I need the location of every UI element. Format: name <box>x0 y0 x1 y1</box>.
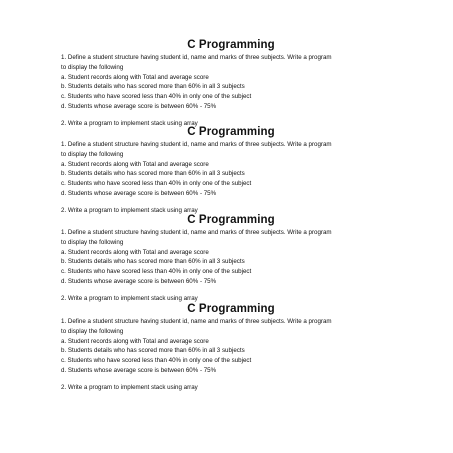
question-1-item-a: a. Student records along with Total and average score <box>61 337 209 345</box>
question-1-line-2: to display the following <box>61 238 124 246</box>
question-1-item-b: b. Students details who has scored more than 60% in all 3 subjects <box>61 347 245 355</box>
question-1-item-d: d. Students whose average score is between 60% - 75% <box>61 189 217 197</box>
question-1-item-c: c. Students who have scored less than 40% in only one of the subject <box>61 357 252 365</box>
question-1-line-2: to display the following <box>61 327 124 335</box>
question-1-item-c: c. Students who have scored less than 40% in only one of the subject <box>61 93 252 101</box>
question-1-item-a: a. Student records along with Total and average score <box>61 248 209 256</box>
sheet-title: C Programming <box>187 303 275 315</box>
question-1-line-1: 1. Define a student structure having student id, name and marks of three subjects. Write a program <box>61 141 332 148</box>
question-1-item-c: c. Students who have scored less than 40% in only one of the subject <box>61 268 252 276</box>
question-1-item-b: b. Students details who has scored more than 60% in all 3 subjects <box>61 170 245 178</box>
question-1-item-d: d. Students whose average score is between 60% - 75% <box>61 102 217 110</box>
question-2: 2. Write a program to implement stack using array <box>61 206 198 214</box>
assignment-sheet-3 <box>61 213 401 304</box>
assignment-sheet-4 <box>61 302 401 393</box>
question-1-item-a: a. Student records along with Total and average score <box>61 73 209 81</box>
question-1-item-b: b. Students details who has scored more than 60% in all 3 subjects <box>61 258 245 266</box>
question-1-item-d: d. Students whose average score is between 60% - 75% <box>61 366 217 374</box>
question-1-item-b: b. Students details who has scored more than 60% in all 3 subjects <box>61 83 245 91</box>
question-1-item-d: d. Students whose average score is between 60% - 75% <box>61 277 217 285</box>
question-1-line-1: 1. Define a student structure having student id, name and marks of three subjects. Write a program <box>61 318 332 325</box>
question-1-line-2: to display the following <box>61 150 124 158</box>
question-1-line-1: 1. Define a student structure having student id, name and marks of three subjects. Write a program <box>61 229 332 236</box>
question-2: 2. Write a program to implement stack using array <box>61 119 198 127</box>
sheet-title: C Programming <box>187 39 275 51</box>
question-1-line-1: 1. Define a student structure having student id, name and marks of three subjects. Write a program <box>61 54 332 61</box>
question-2: 2. Write a program to implement stack using array <box>61 294 198 302</box>
question-2: 2. Write a program to implement stack using array <box>61 383 198 391</box>
question-1-item-a: a. Student records along with Total and average score <box>61 160 209 168</box>
sheet-title: C Programming <box>187 126 275 138</box>
question-1-item-c: c. Students who have scored less than 40% in only one of the subject <box>61 180 252 188</box>
question-1-line-2: to display the following <box>61 63 124 71</box>
assignment-sheet-2 <box>61 125 401 216</box>
sheet-title: C Programming <box>187 214 275 226</box>
assignment-sheet-1 <box>61 38 401 129</box>
